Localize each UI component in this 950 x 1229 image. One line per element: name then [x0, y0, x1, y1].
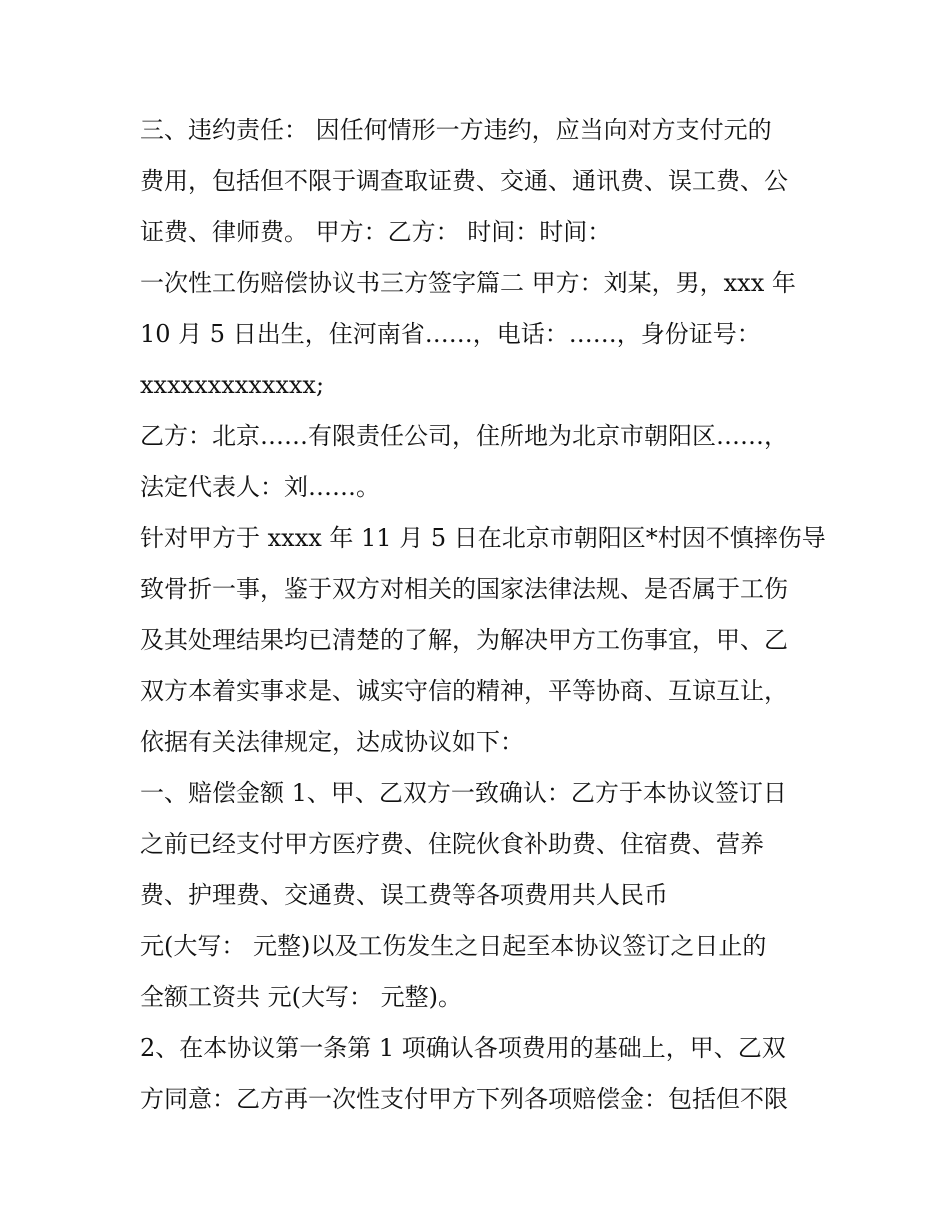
text-line: 方同意：乙方再一次性支付甲方下列各项赔偿金：包括但不限: [140, 1085, 788, 1113]
text-line-clause-two: 2、在本协议第一条第 1 项确认各项费用的基础上，甲、乙双: [140, 1034, 786, 1062]
document-body: [140, 105, 826, 1125]
text-line: 之前已经支付甲方医疗费、住院伙食补助费、住宿费、营养: [140, 830, 764, 858]
text-line-section-two-heading: 一次性工伤赔偿协议书三方签字篇二 甲方：刘某，男，xxx 年: [140, 269, 796, 297]
text-line: 费用，包括但不限于调查取证费、交通、通讯费、误工费、公: [140, 167, 788, 195]
text-line-signatures: 证费、律师费。 甲方：乙方： 时间：时间：: [140, 218, 612, 246]
text-line-compensation-amount: 一、赔偿金额 1、甲、乙双方一致确认：乙方于本协议签订日: [140, 779, 787, 807]
text-line-breach-liability: 三、违约责任： 因任何情形一方违约，应当向对方支付元的: [140, 116, 772, 144]
text-line: 元(大写： 元整)以及工伤发生之日起至本协议签订之日止的: [140, 932, 767, 960]
text-line-background: 针对甲方于 xxxx 年 11 月 5 日在北京市朝阳区*村因不慎摔伤导: [140, 524, 826, 552]
text-line: 费、护理费、交通费、误工费等各项费用共人民币: [140, 881, 668, 909]
text-line: 法定代表人：刘……。: [140, 473, 380, 501]
text-line: 全额工资共 元(大写： 元整)。: [140, 983, 462, 1011]
text-line: 依据有关法律规定，达成协议如下：: [140, 728, 524, 756]
text-line-id-number: xxxxxxxxxxxxx;: [140, 371, 325, 399]
text-line: 及其处理结果均已清楚的了解，为解决甲方工伤事宜，甲、乙: [140, 626, 788, 654]
text-line: 致骨折一事，鉴于双方对相关的国家法律法规、是否属于工伤: [140, 575, 788, 603]
text-line: 10 月 5 日出生，住河南省……，电话：……，身份证号：: [140, 320, 761, 348]
text-line: 双方本着实事求是、诚实守信的精神，平等协商、互谅互让，: [140, 677, 788, 705]
text-line-party-b: 乙方：北京……有限责任公司，住所地为北京市朝阳区……，: [140, 422, 788, 450]
